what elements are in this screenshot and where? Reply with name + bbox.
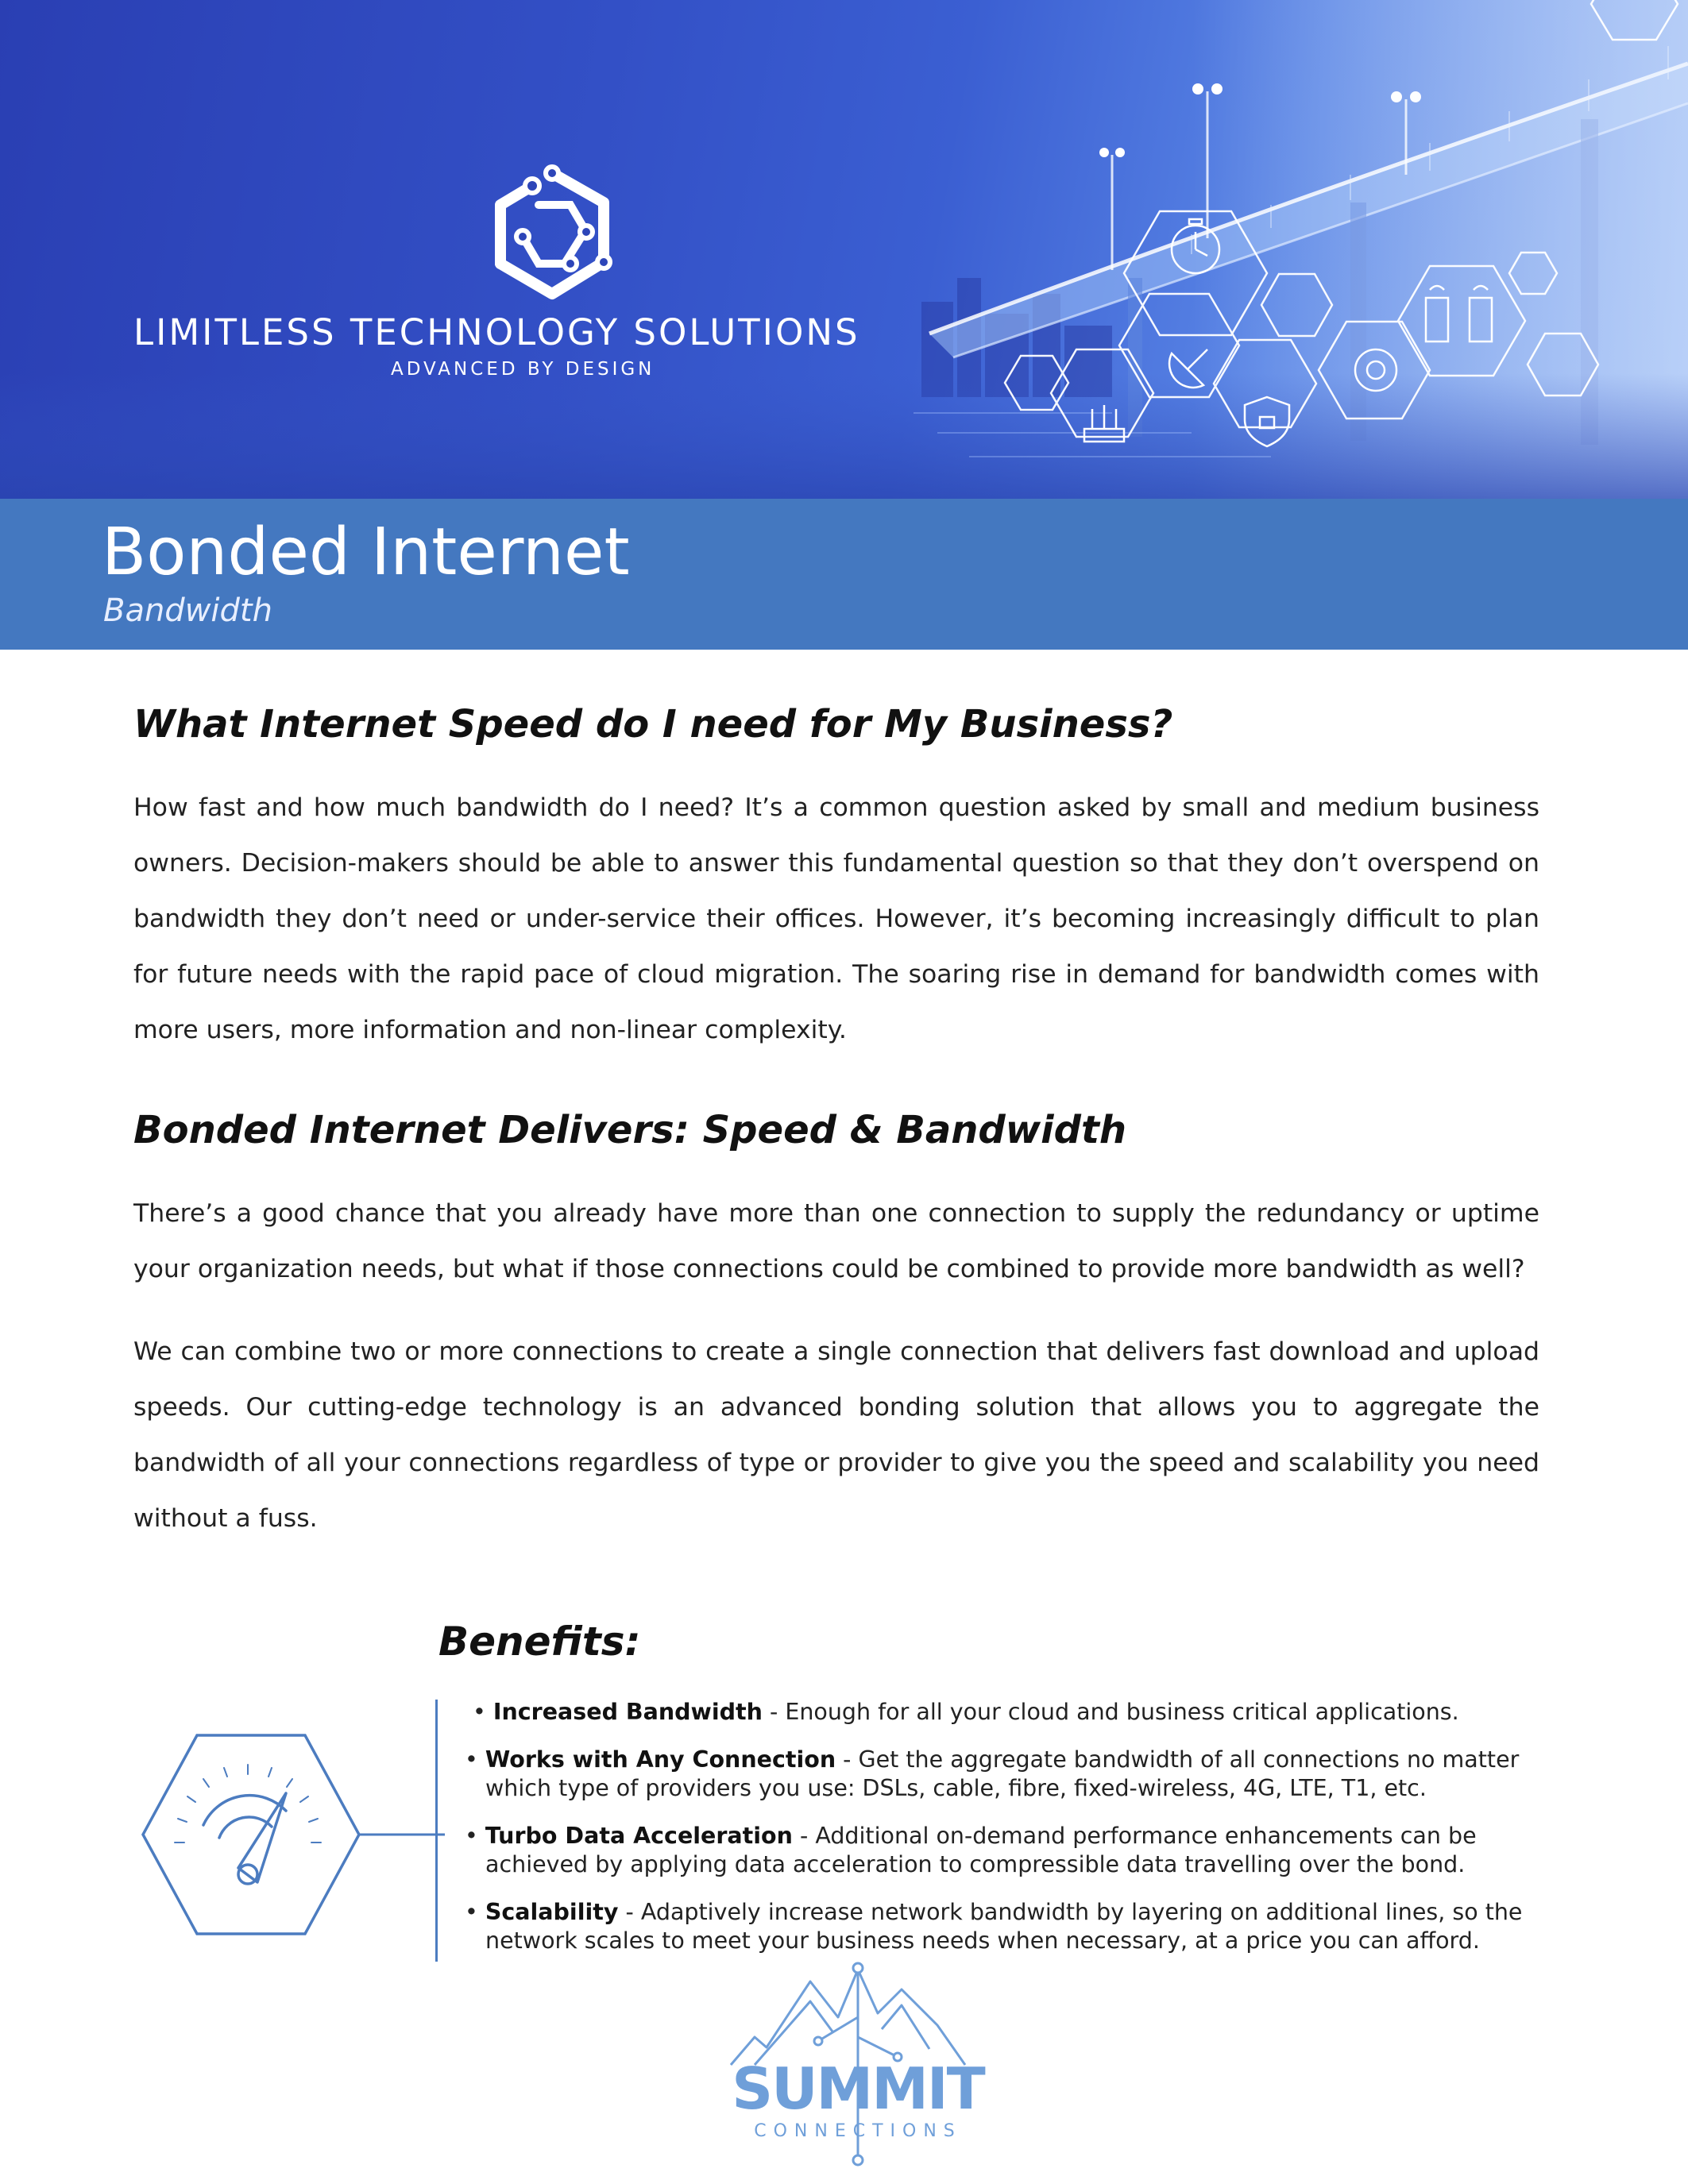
- benefit-text: - Additional on-demand performance enhancements can be achieved by applying data acceleration to compressible data travelling over the bond.: [485, 1823, 1477, 1877]
- company-tagline: ADVANCED BY DESIGN: [391, 359, 655, 380]
- benefit-label: Works with Any Connection: [485, 1746, 836, 1773]
- benefit-text: - Get the aggregate bandwidth of all connections no matter which type of providers you use: DSLs, cable, fibre, fixed-wireless, 4G, LTE, T1, etc.: [485, 1746, 1520, 1801]
- benefits-list: [465, 1698, 1569, 1974]
- benefits-divider: [435, 1700, 438, 1962]
- document-title: Bonded Internet: [102, 515, 630, 590]
- section-heading: What Internet Speed do I need for My Business?: [133, 702, 1173, 747]
- company-name: LIMITLESS TECHNOLOGY SOLUTIONS: [133, 311, 860, 353]
- hero-banner: [0, 0, 1688, 499]
- hero-background-illustration: [0, 0, 1688, 499]
- company-logo-icon: [477, 159, 628, 310]
- summit-connections-logo: [699, 1962, 1017, 2168]
- document-subtitle: Bandwidth: [103, 592, 272, 629]
- summit-wordmark: SUMMIT: [732, 2055, 984, 2122]
- benefit-label: Turbo Data Acceleration: [485, 1823, 793, 1849]
- section-heading: Bonded Internet Delivers: Speed & Bandwidth: [133, 1108, 1127, 1152]
- paragraph: There’s a good chance that you already have more than one connection to supply the redundancy or uptime your organization needs, but what if those connections could be combined to provide more bandwidth as well?: [133, 1199, 1539, 1283]
- paragraph: How fast and how much bandwidth do I need? It’s a common question asked by small and medium business owners. Decision-makers should be able to answer this fundamental question so that they don’t overspend on bandwidth they don’t need or under-service their offices. However, it’s becoming increasingly difficult to plan for future needs with the rapid pace of cloud migration. The soaring rise in demand for bandwidth comes with more users, more information and non-linear complexity.: [133, 793, 1539, 1044]
- benefit-text: - Enough for all your cloud and business critical applications.: [762, 1699, 1459, 1725]
- benefit-label: Increased Bandwidth: [492, 1699, 763, 1725]
- title-bar: [0, 499, 1688, 650]
- list-item: • Increased Bandwidth - Enough for all your cloud and business critical applications.: [473, 1699, 1459, 1725]
- list-item: • Works with Any Connection - Get the aggregate bandwidth of all connections no matter which type of providers you use: DSLs, cable, fibre, fixed-wireless, 4G, LTE, T1, etc.: [465, 1746, 1520, 1801]
- benefit-text: - Adaptively increase network bandwidth by layering on additional lines, so the network scales to meet your business needs when necessary, at a price you can afford.: [485, 1899, 1523, 1954]
- paragraph: We can combine two or more connections to create a single connection that delivers fast download and upload speeds. Our cutting-edge technology is an advanced bonding solution that allows you to aggregate the bandwidth of all your connections regardless of type or provider to give you the speed and scalability you need without a fuss.: [133, 1337, 1539, 1533]
- section-internet-speed: [133, 702, 1539, 747]
- speedometer-icon: [127, 1731, 445, 1978]
- benefit-label: Scalability: [485, 1899, 619, 1925]
- benefits-title: Benefits:: [438, 1619, 641, 1665]
- section-internet-speed-body: [133, 780, 1539, 1058]
- section-bonded-internet: [133, 1108, 1539, 1152]
- section-bonded-internet-body-2: [133, 1324, 1539, 1546]
- connections-wordmark: CONNECTIONS: [754, 2121, 962, 2141]
- list-item: • Scalability - Adaptively increase network bandwidth by layering on additional lines, so the network scales to meet your business needs when necessary, at a price you can afford.: [465, 1899, 1523, 1954]
- list-item: • Turbo Data Acceleration - Additional on-demand performance enhancements can be achieved by applying data acceleration to compressible data travelling over the bond.: [465, 1823, 1477, 1877]
- section-bonded-internet-body-1: [133, 1186, 1539, 1297]
